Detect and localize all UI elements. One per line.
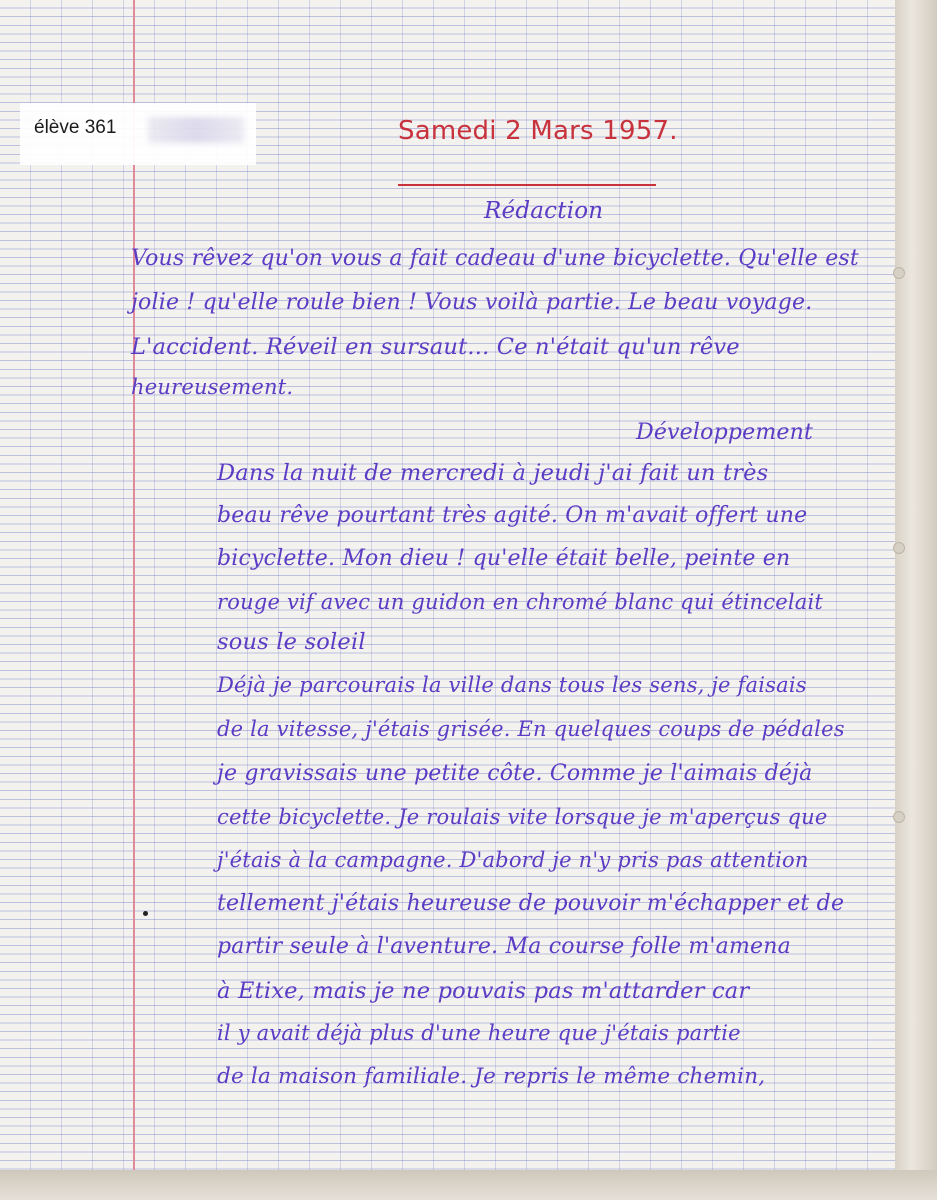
body-line: je gravissais une petite côte. Comme je l'aimais déjà (217, 761, 813, 786)
notebook-spine (895, 0, 937, 1200)
body-line: bicyclette. Mon dieu ! qu'elle était belle, peinte en (217, 546, 791, 571)
body-line: partir seule à l'aventure. Ma course folle m'amena (217, 934, 791, 959)
subject-line: L'accident. Réveil en sursaut... Ce n'était qu'un rêve (131, 334, 740, 360)
body-line: Dans la nuit de mercredi à jeudi j'ai fait un très (217, 460, 769, 486)
date-underline (398, 184, 656, 186)
body-line: tellement j'étais heureuse de pouvoir m'échapper et de (217, 891, 845, 916)
body-line: il y avait déjà plus d'une heure que j'étais partie (217, 1021, 741, 1045)
binding-stitch (893, 267, 905, 279)
body-line: de la maison familiale. Je repris le même chemin, (217, 1064, 766, 1089)
body-line: j'étais à la campagne. D'abord je n'y pris pas attention (217, 848, 809, 872)
page-date: Samedi 2 Mars 1957. (398, 116, 678, 146)
body-line: rouge vif avec un guidon en chromé blanc qui étincelait (217, 590, 824, 614)
ink-dot (143, 911, 148, 916)
subject-line: jolie ! qu'elle roule bien ! Vous voilà partie. Le beau voyage. (131, 290, 813, 315)
redacted-name (148, 117, 244, 143)
body-line: de la vitesse, j'étais grisée. En quelques coups de pédales (217, 717, 845, 741)
body-line: sous le soleil (217, 629, 366, 655)
student-label (20, 103, 256, 165)
development-heading: Développement (636, 420, 814, 445)
page-bottom-edge (0, 1170, 937, 1200)
subject-line: Vous rêvez qu'on vous a fait cadeau d'une bicyclette. Qu'elle est (131, 246, 859, 271)
binding-stitch (893, 542, 905, 554)
subject-line: heureusement. (131, 375, 294, 399)
binding-stitch (893, 811, 905, 823)
body-line: beau rêve pourtant très agité. On m'avait offert une (217, 503, 808, 528)
body-line: cette bicyclette. Je roulais vite lorsque je m'aperçus que (217, 805, 828, 829)
subject-heading: Rédaction (484, 198, 604, 224)
margin-line (133, 0, 135, 1170)
student-id: élève 361 (34, 117, 117, 138)
body-line: à Etixe, mais je ne pouvais pas m'attarder car (217, 978, 750, 1004)
body-line: Déjà je parcourais la ville dans tous les sens, je faisais (217, 673, 807, 697)
